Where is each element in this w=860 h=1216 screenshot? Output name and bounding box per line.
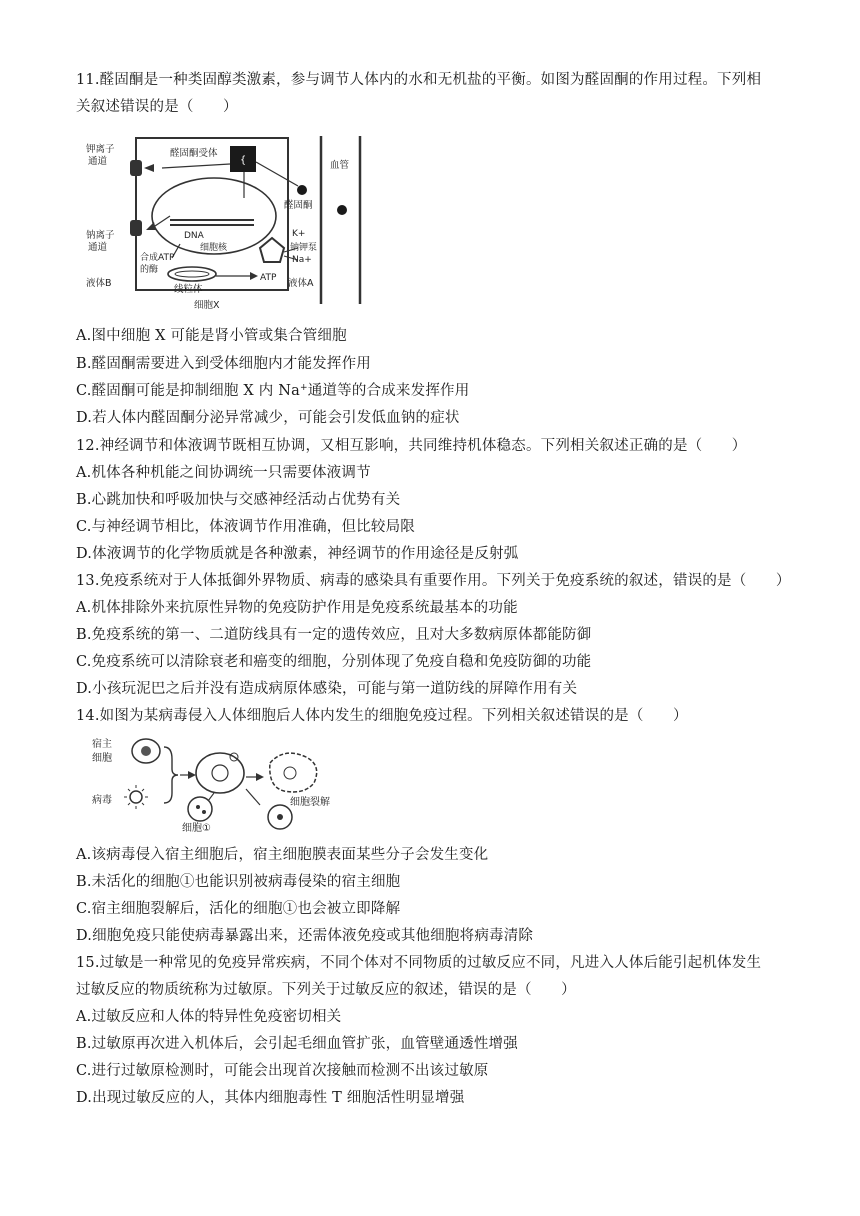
fluid-b-label: 液体B [86,278,112,289]
sodium-channel-label-2: 通道 [88,242,108,253]
q13-option-d: D.小孩玩泥巴之后并没有造成病原体感染，可能与第一道防线的屏障作用有关 [76,681,578,697]
q11-aldosterone-figure [84,132,376,320]
receptor-label: 醛固酮受体 [170,148,218,159]
q14-option-a: A.该病毒侵入宿主细胞后，宿主细胞膜表面某些分子会发生变化 [76,847,489,863]
host-cell-label-2: 细胞 [92,753,112,764]
q11-option-b: B.醛固酮需要进入到受体细胞内才能发挥作用 [76,356,371,372]
atp-label: ATP [260,273,277,283]
q11-option-c-sup: + [299,383,308,393]
q12-option-a: A.机体各种机能之间协调统一只需要体液调节 [76,465,371,481]
q11-option-d: D.若人体内醛固酮分泌异常减少，可能会引发低血钠的症状 [76,410,460,426]
aldosterone-label: 醛固酮 [284,200,313,211]
q14-option-c: C.宿主细胞裂解后，活化的细胞①也会被立即降解 [76,901,401,917]
virus-label: 病毒 [92,795,112,806]
q12-option-d: D.体液调节的化学物质就是各种激素，神经调节的作用途径是反射弧 [76,546,519,562]
q14-option-b: B.未活化的细胞①也能识别被病毒侵染的宿主细胞 [76,874,401,890]
svg-text:{: { [239,155,247,166]
aldosterone-molecule [297,185,307,195]
q15-option-b: B.过敏原再次进入机体后，会引起毛细血管扩张，血管壁通透性增强 [76,1036,518,1052]
sodium-channel-symbol [130,220,142,236]
atp-enzyme-label-1: 合成ATP [140,253,175,263]
potassium-channel-label-2: 通道 [88,156,108,167]
q15-option-d: D.出现过敏反应的人，其体内细胞毒性 T 细胞活性明显增强 [76,1090,465,1106]
infected-cell-shape [196,753,244,793]
q11-stem-line1: 11.醛固酮是一种类固醇类激素，参与调节人体内的水和无机盐的平衡。如图为醛固酮的作用过程。下列相 [76,72,762,88]
host-cell-label-1: 宿主 [92,739,112,750]
q13-option-a: A.机体排除外来抗原性异物的免疫防护作用是免疫系统最基本的功能 [76,600,518,616]
q11-option-c-pre: C.醛固酮可能是抑制细胞 X 内 Na [76,383,300,399]
q11-option-a: A.图中细胞 X 可能是肾小管或集合管细胞 [76,328,347,344]
q14-stem: 14.如图为某病毒侵入人体细胞后人体内发生的细胞免疫过程。下列相关叙述错误的是（ ） [76,708,688,724]
q15-option-a: A.过敏反应和人体的特异性免疫密切相关 [76,1009,342,1025]
cell-1-label: 细胞① [182,823,211,834]
potassium-channel-symbol [130,160,142,176]
nucleus-label: 细胞核 [200,243,228,253]
blood-vessel-label: 血管 [330,160,350,171]
mitochondria-label: 线粒体 [174,284,203,295]
q15-stem-line2: 过敏反应的物质统称为过敏原。下列关于过敏反应的叙述，错误的是（ ） [76,982,576,998]
lysed-cell-shape [270,753,317,792]
q11-option-c-post: 通道等的合成来发挥作用 [307,383,470,399]
q13-option-b: B.免疫系统的第一、二道防线具有一定的遗传效应，且对大多数病原体都能防御 [76,627,592,643]
q12-option-b: B.心跳加快和呼吸加快与交感神经活动占优势有关 [76,492,401,508]
cell-x-label: 细胞X [194,300,220,311]
q12-stem: 12.神经调节和体液调节既相互协调，又相互影响，共同维持机体稳态。下列相关叙述正确的是（ ） [76,438,747,454]
potassium-channel-label-1: 钾离子 [86,144,115,155]
k-ion-label: K+ [292,229,306,239]
dna-label: DNA [184,231,204,241]
virus-shape [130,791,142,803]
sodium-channel-label-1: 钠离子 [86,230,115,241]
na-k-pump-label: 钠钾泵 [290,243,318,253]
lysis-label: 细胞裂解 [290,797,330,808]
q15-option-c: C.进行过敏原检测时，可能会出现首次接触而检测不出该过敏原 [76,1063,489,1079]
q14-immune-figure [84,733,354,841]
q11-stem-line2: 关叙述错误的是（ ） [76,99,238,115]
q15-stem-line1: 15.过敏是一种常见的免疫异常疾病，不同个体对不同物质的过敏反应不同，凡进入人体后能引起机体发生 [76,955,762,971]
cell-x-membrane [136,138,288,290]
q11-option-c [76,381,796,401]
q13-stem: 13.免疫系统对于人体抵御外界物质、病毒的感染具有重要作用。下列关于免疫系统的叙述，错误的是（ ） [76,573,791,589]
fluid-a-label: 液体A [288,278,314,289]
q12-option-c: C.与神经调节相比，体液调节作用准确，但比较局限 [76,519,415,535]
q13-option-c: C.免疫系统可以清除衰老和癌变的细胞，分别体现了免疫自稳和免疫防御的功能 [76,654,592,670]
na-ion-label: Na+ [292,255,312,265]
q14-option-d: D.细胞免疫只能使病毒暴露出来，还需体液免疫或其他细胞将病毒清除 [76,928,534,944]
atp-enzyme-label-2: 的酶 [140,265,159,275]
na-k-pump-symbol [260,238,284,262]
